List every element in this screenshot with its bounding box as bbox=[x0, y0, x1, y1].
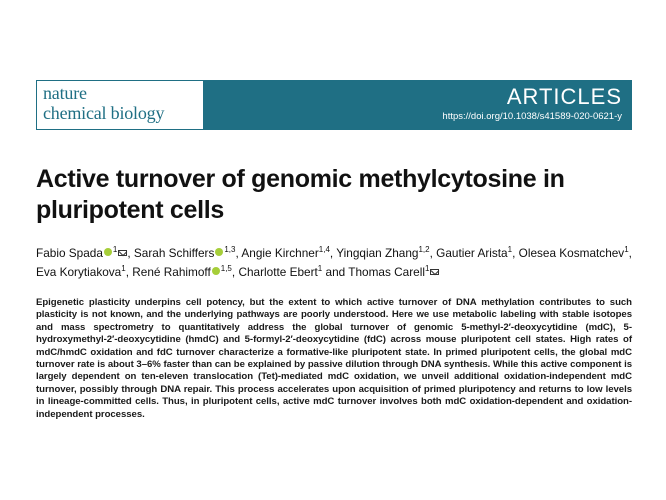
journal-logo[interactable] bbox=[36, 80, 204, 130]
affiliation-marker: 1 bbox=[121, 264, 126, 274]
author[interactable] bbox=[132, 265, 232, 279]
affiliation-marker: 1 bbox=[424, 264, 430, 274]
author[interactable] bbox=[36, 265, 126, 279]
author-name: Olesea Kosmatchev bbox=[518, 246, 625, 260]
author[interactable] bbox=[336, 246, 429, 260]
affiliation-marker: 1 bbox=[624, 245, 629, 255]
affiliation-marker: 1 bbox=[112, 245, 118, 255]
affiliation-marker: 1 bbox=[317, 264, 323, 274]
orcid-icon[interactable] bbox=[212, 267, 220, 275]
author-name: Yingqian Zhang bbox=[336, 246, 419, 260]
author-name: Angie Kirchner bbox=[241, 246, 319, 260]
author[interactable] bbox=[36, 246, 127, 260]
author-list: Fabio Spada $^1$ , Sarah Schiffers $^{1,3}$, Angie Kirchner$^{1,4}$, Yingqian Zhang$^{1,2}$, Gautier Arista$^1$, Olesea Kosmatchev$^1$, Eva Korytiakova$^1$, René Rahimoff $^{1,5}$, Charlotte Ebert$^1$ and Thomas Carell$^1$ bbox=[36, 245, 632, 279]
doi-link[interactable]: https://doi.org/10.1038/s41589-020-0621-y bbox=[442, 111, 622, 122]
author-name: Thomas Carell bbox=[348, 265, 425, 279]
affiliation-marker: 1,2 bbox=[418, 245, 430, 255]
author[interactable] bbox=[436, 246, 512, 260]
author[interactable] bbox=[134, 246, 236, 260]
author[interactable] bbox=[238, 265, 322, 279]
abstract: Epigenetic plasticity underpins cell potency, but the extent to which active turnover of DNA methylation contributes to such plasticity is not known, and the underlying pathways are poorly understood. Here we use metabolic labeling with stable isotopes and mass spectrometry to quantitatively address the global turnover of genomic 5-methyl-2′-deoxycytidine (mdC), 5-hydroxymethyl-2′-deoxycytidine (hmdC) and 5-formyl-2′-deoxycytidine (fdC) across mouse pluripotent cell states. High rates of mdC/hmdC oxidation and fdC turnover characterize a formative-like pluripotent state. In primed pluripotent cells, the global mdC turnover rate is about 3–6% faster than can be explained by passive dilution through DNA synthesis. While this active component is largely dependent on ten-eleven translocation (Tet)-mediated mdC oxidation, we unveil additional oxidation-independent mdC turnover, possibly through DNA repair. This process accelerates upon acquisition of primed pluripotency and returns to low levels in lineage-committed cells. Thus, in pluripotent cells, active mdC turnover involves both mdC oxidation-dependent and oxidation-independent processes. bbox=[36, 297, 632, 420]
affiliation-marker: 1,3 bbox=[224, 245, 236, 255]
affiliation-marker: 1 bbox=[507, 245, 513, 255]
author-name: Charlotte Ebert bbox=[238, 265, 318, 279]
author-name: Eva Korytiakova bbox=[36, 265, 122, 279]
envelope-icon[interactable] bbox=[430, 269, 439, 275]
orcid-icon[interactable] bbox=[215, 248, 223, 256]
author-name: Gautier Arista bbox=[436, 246, 508, 260]
author-name: Fabio Spada bbox=[36, 246, 103, 260]
author-name: Sarah Schiffers bbox=[133, 246, 215, 260]
author[interactable] bbox=[348, 265, 439, 279]
envelope-icon[interactable] bbox=[118, 250, 127, 256]
orcid-icon[interactable] bbox=[104, 248, 112, 256]
affiliation-marker: 1,5 bbox=[220, 264, 232, 274]
section-label: ARTICLES bbox=[506, 84, 622, 109]
author-name: René Rahimoff bbox=[132, 265, 211, 279]
article-title: Active turnover of genomic methylcytosine in pluripotent cells bbox=[36, 165, 565, 224]
author[interactable] bbox=[519, 246, 629, 260]
affiliation-marker: 1,4 bbox=[318, 245, 330, 255]
journal-name: nature chemical biology bbox=[43, 83, 165, 123]
author[interactable] bbox=[241, 246, 330, 260]
journal-header bbox=[36, 80, 632, 130]
